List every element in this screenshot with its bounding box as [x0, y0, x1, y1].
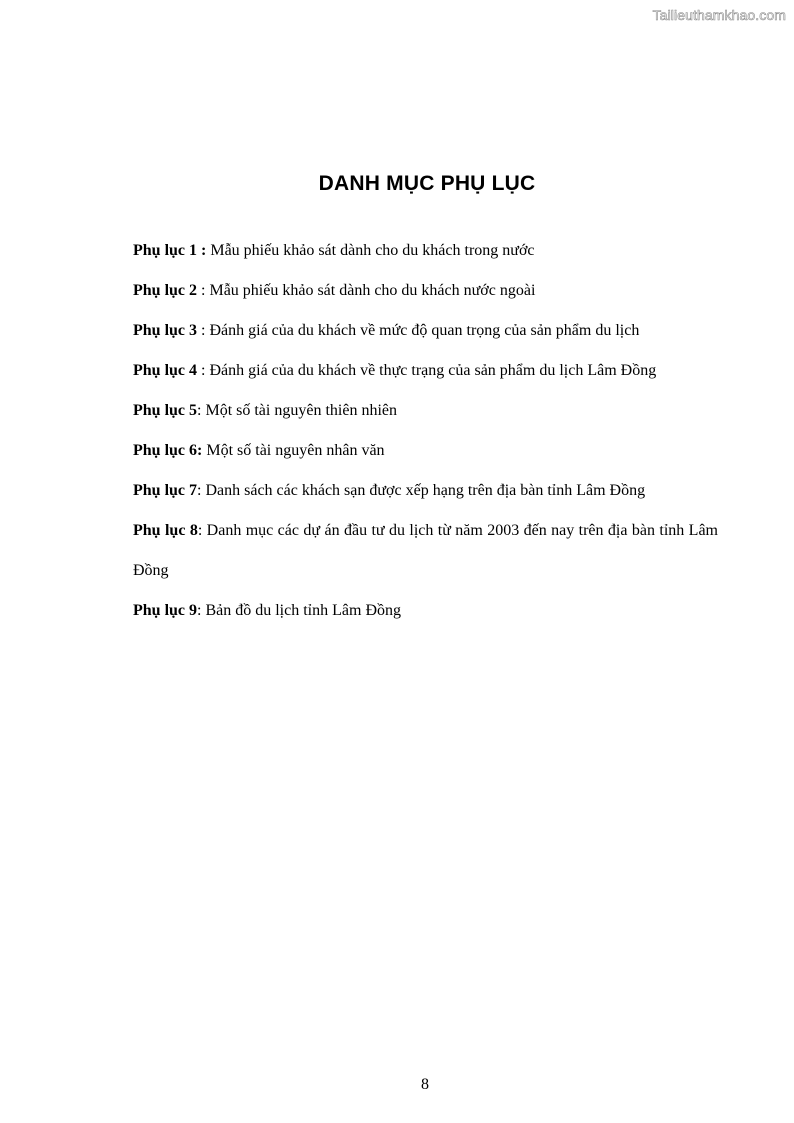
- list-item: [133, 591, 718, 631]
- entry-label: Phụ lục 8: [133, 522, 198, 539]
- entry-label: Phụ lục 1 :: [133, 242, 207, 259]
- entry-text: : Danh mục các dự án đầu tư du lịch từ năm 2003 đến nay trên địa bàn tỉnh Lâm Đồng: [133, 522, 719, 579]
- entry-label: Phụ lục 3: [133, 322, 198, 339]
- list-item: [133, 311, 718, 351]
- entry-text: : Một số tài nguyên thiên nhiên: [197, 402, 397, 419]
- list-item: [133, 391, 718, 431]
- entry-label: Phụ lục 6:: [133, 442, 203, 459]
- entry-label: Phụ lục 5: [133, 402, 198, 419]
- list-item: [133, 431, 718, 471]
- entry-text: Mẫu phiếu khảo sát dành cho du khách trong nước: [206, 242, 535, 259]
- list-item: [133, 351, 718, 391]
- watermark: Tailieuthamkhao.com: [652, 7, 786, 23]
- appendix-list: [133, 231, 718, 631]
- page-number: 8: [421, 1076, 429, 1093]
- page-title: DANH MỤC PHỤ LỤC: [318, 172, 536, 195]
- list-item: [133, 231, 718, 271]
- entry-text: : Bản đồ du lịch tỉnh Lâm Đồng: [197, 602, 401, 619]
- entry-text: Một số tài nguyên nhân văn: [202, 442, 385, 459]
- entry-text: : Mẫu phiếu khảo sát dành cho du khách nước ngoài: [197, 282, 536, 299]
- entry-label: Phụ lục 7: [133, 482, 198, 499]
- entry-label: Phụ lục 4: [133, 362, 198, 379]
- entry-text: : Đánh giá của du khách về thực trạng của sản phẩm du lịch Lâm Đồng: [197, 362, 657, 379]
- entry-label: Phụ lục 9: [133, 602, 198, 619]
- list-item: [133, 471, 718, 511]
- list-item: [133, 511, 718, 591]
- list-item: [133, 271, 718, 311]
- entry-label: Phụ lục 2: [133, 282, 198, 299]
- entry-text: : Đánh giá của du khách về mức độ quan trọng của sản phẩm du lịch: [197, 322, 640, 339]
- entry-text: : Danh sách các khách sạn được xếp hạng trên địa bàn tỉnh Lâm Đồng: [197, 482, 646, 499]
